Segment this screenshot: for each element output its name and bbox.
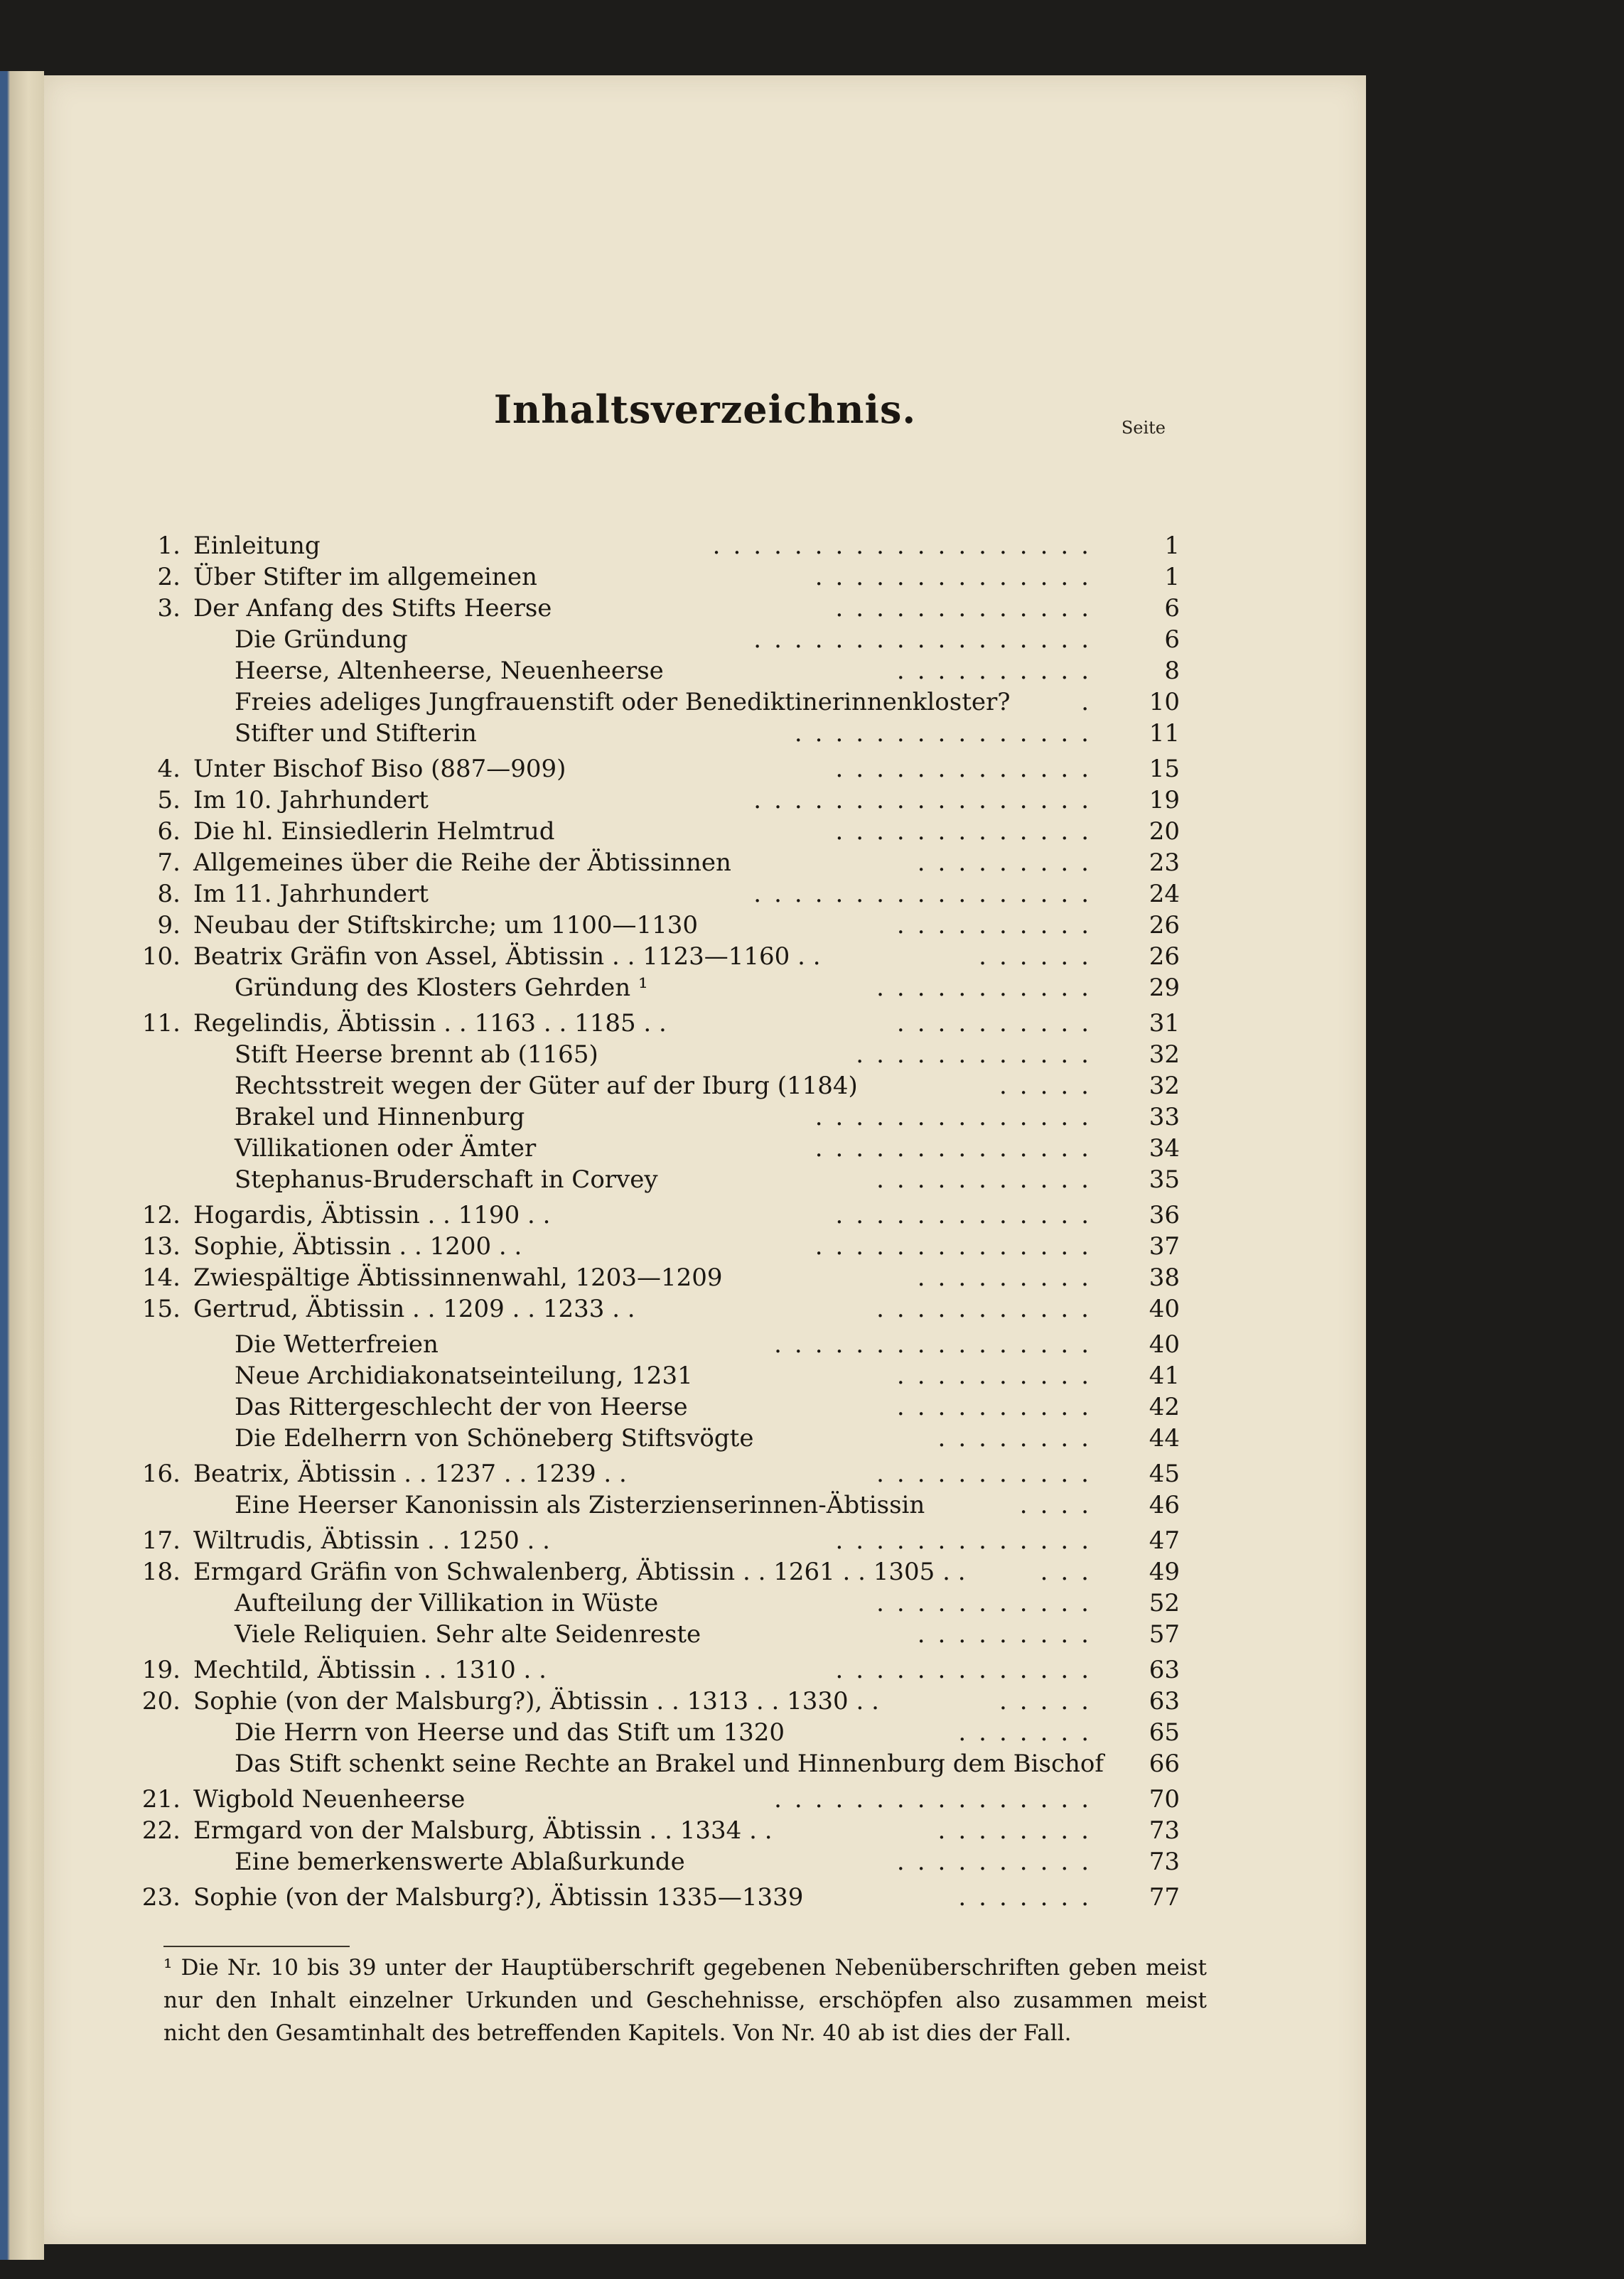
dot-leader: ..........: [896, 1009, 1102, 1038]
toc-entry-page: 11: [1149, 719, 1180, 748]
toc-entry: [44, 941, 1366, 972]
dot-leader: .......: [958, 1883, 1102, 1912]
toc-entry-number: 22.: [141, 1816, 181, 1845]
toc-entry-page: 1: [1164, 563, 1180, 591]
toc-entry: [44, 878, 1366, 910]
toc-entry: [44, 1231, 1366, 1262]
toc-entry: [44, 655, 1366, 686]
toc-entry-title: Der Anfang des Stifts Heerse: [193, 594, 552, 623]
toc-entry: [44, 753, 1366, 785]
toc-entry: [44, 1525, 1366, 1556]
toc-entry-number: 6.: [157, 817, 181, 846]
toc-entry-title: Regelindis, Äbtissin . . 1163 . . 1185 . .: [193, 1009, 667, 1038]
toc-entry: [44, 1391, 1366, 1423]
toc-entry: [44, 561, 1366, 593]
dot-leader: ..........: [896, 911, 1102, 939]
page-column-label: Seite: [1121, 418, 1166, 438]
toc-entry-number: 21.: [141, 1785, 181, 1814]
toc-entry: [44, 785, 1366, 816]
dot-leader: .....: [999, 1687, 1102, 1715]
dot-leader: ...........: [876, 1295, 1102, 1323]
toc-entry-title: Beatrix Gräfin von Assel, Äbtissin . . 1123—1160 . .: [193, 942, 821, 971]
toc-entry-title: Stephanus-Bruderschaft in Corvey: [235, 1165, 658, 1194]
toc-entry: [44, 1101, 1366, 1133]
toc-entry-page: 47: [1149, 1526, 1180, 1555]
toc-entry: [44, 1654, 1366, 1686]
dot-leader: .............: [835, 1656, 1102, 1684]
toc-entry-page: 19: [1149, 786, 1180, 814]
toc-entry-page: 65: [1149, 1718, 1180, 1747]
toc-entry-title: Beatrix, Äbtissin . . 1237 . . 1239 . .: [193, 1460, 627, 1488]
dot-leader: .................: [753, 625, 1102, 654]
toc-entry: [44, 1784, 1366, 1815]
toc-entry-title: Zwiespältige Äbtissinnenwahl, 1203—1209: [193, 1264, 723, 1292]
dot-leader: ..............: [814, 1232, 1102, 1261]
footnote: ¹ Die Nr. 10 bis 39 unter der Hauptüberschrift gegebenen Nebenüberschriften geben meist nur den Inhalt einzelner Urkunden und Geschehnisse, erschöpfen also zusammen meist nicht den Gesamtinhalt des betreffenden Kapitels. Von Nr. 40 ab ist dies der Fall.: [163, 1955, 1207, 2046]
toc-entry-page: 6: [1164, 594, 1180, 623]
dot-leader: ...................: [712, 532, 1102, 560]
toc-entry-number: 2.: [157, 563, 181, 591]
toc-entry-page: 63: [1149, 1687, 1180, 1715]
toc-entry: [44, 1815, 1366, 1846]
page-title: Inhaltsverzeichnis.: [493, 387, 917, 432]
dot-leader: .............: [835, 817, 1102, 846]
dot-leader: ...........: [876, 1165, 1102, 1194]
toc-entry-title: Im 10. Jahrhundert: [193, 786, 429, 814]
toc-entry: [44, 624, 1366, 655]
dot-leader: ...........: [876, 974, 1102, 1002]
toc-entry: [44, 1070, 1366, 1101]
toc-entry-title: Heerse, Altenheerse, Neuenheerse: [235, 657, 664, 685]
toc-entry-title: Aufteilung der Villikation in Wüste: [235, 1589, 659, 1617]
toc-entry-title: Einleitung: [193, 532, 321, 560]
toc-entry: [44, 686, 1366, 718]
toc-entry: [44, 1556, 1366, 1588]
dot-leader: .........: [917, 848, 1102, 877]
toc-entry-page: 41: [1149, 1362, 1180, 1390]
toc-entry-title: Mechtild, Äbtissin . . 1310 . .: [193, 1656, 547, 1684]
dot-leader: .................: [753, 880, 1102, 908]
toc-entry-page: 24: [1149, 880, 1180, 908]
toc-entry-page: 26: [1149, 942, 1180, 971]
toc-entry-page: 34: [1149, 1134, 1180, 1163]
toc-entry-number: 15.: [141, 1295, 181, 1323]
dot-leader: ...: [1040, 1558, 1102, 1586]
toc-entry-title: Die Gründung: [235, 625, 408, 654]
toc-entry-title: Brakel und Hinnenburg: [235, 1103, 525, 1131]
dot-leader: .........: [917, 1264, 1102, 1292]
dot-leader: ..............: [814, 1103, 1102, 1131]
toc-entry-title: Sophie, Äbtissin . . 1200 . .: [193, 1232, 522, 1261]
toc-entry-number: 13.: [141, 1232, 181, 1261]
toc-entry-title: Hogardis, Äbtissin . . 1190 . .: [193, 1201, 551, 1229]
toc-entry-page: 40: [1149, 1295, 1180, 1323]
dot-leader: .................: [753, 786, 1102, 814]
toc-entry-title: Gründung des Klosters Gehrden ¹: [235, 974, 648, 1002]
dot-leader: ......: [979, 942, 1102, 971]
toc-entry: [44, 1039, 1366, 1070]
dot-leader: ................: [774, 1330, 1102, 1359]
toc-entry-title: Wiltrudis, Äbtissin . . 1250 . .: [193, 1526, 550, 1555]
dot-leader: .............: [835, 594, 1102, 623]
toc-entry-number: 3.: [157, 594, 181, 623]
toc-entry: [44, 1133, 1366, 1164]
toc-entry: [44, 1619, 1366, 1650]
dot-leader: .....: [999, 1072, 1102, 1100]
toc-entry-number: 9.: [157, 911, 181, 939]
dot-leader: ..........: [896, 1362, 1102, 1390]
toc-entry-page: 66: [1149, 1750, 1180, 1778]
dot-leader: ................: [774, 1785, 1102, 1814]
toc-entry-title: Neue Archidiakonatseinteilung, 1231: [235, 1362, 693, 1390]
toc-entry-page: 49: [1149, 1558, 1180, 1586]
toc-entry-number: 8.: [157, 880, 181, 908]
toc-entry-title: Unter Bischof Biso (887—909): [193, 755, 566, 783]
toc-entry-page: 38: [1149, 1264, 1180, 1292]
toc-entry-title: Freies adeliges Jungfrauenstift oder Benediktinerinnenkloster?: [235, 688, 1011, 716]
dot-leader: ..........: [896, 1393, 1102, 1421]
toc-entry-title: Das Stift schenkt seine Rechte an Brakel und Hinnenburg dem Bischof: [235, 1750, 1104, 1778]
dot-leader: ..........: [896, 1848, 1102, 1876]
toc-entry: [44, 972, 1366, 1003]
dot-leader: .: [1081, 688, 1102, 716]
toc-entry-page: 37: [1149, 1232, 1180, 1261]
toc-entry: [44, 1262, 1366, 1293]
toc-entry: [44, 593, 1366, 624]
toc-entry-title: Villikationen oder Ämter: [235, 1134, 537, 1163]
left-page-edge: [0, 71, 44, 2260]
toc-entry-page: 63: [1149, 1656, 1180, 1684]
toc-entry-number: 18.: [141, 1558, 181, 1586]
toc-entry-number: 23.: [141, 1883, 181, 1912]
toc-entry: [44, 1846, 1366, 1877]
dot-leader: ...........: [876, 1460, 1102, 1488]
toc-entry-title: Wigbold Neuenheerse: [193, 1785, 466, 1814]
toc-entry-page: 10: [1149, 688, 1180, 716]
toc-entry-number: 7.: [157, 848, 181, 877]
toc-entry-title: Im 11. Jahrhundert: [193, 880, 429, 908]
dot-leader: ...............: [794, 719, 1102, 748]
toc-entry-number: 4.: [157, 755, 181, 783]
toc-entry-page: 77: [1149, 1883, 1180, 1912]
dot-leader: ............: [856, 1040, 1102, 1069]
toc-entry-page: 35: [1149, 1165, 1180, 1194]
toc-entry-page: 73: [1149, 1816, 1180, 1845]
toc-entry-title: Das Rittergeschlecht der von Heerse: [235, 1393, 688, 1421]
toc-entry-title: Eine Heerser Kanonissin als Zisterzienserinnen-Äbtissin: [235, 1491, 925, 1519]
toc-entry: [44, 1293, 1366, 1325]
toc-entry-number: 16.: [141, 1460, 181, 1488]
toc-entry-title: Die Herrn von Heerse und das Stift um 1320: [235, 1718, 785, 1747]
toc-entry-title: Neubau der Stiftskirche; um 1100—1130: [193, 911, 699, 939]
toc-entry-title: Stift Heerse brennt ab (1165): [235, 1040, 598, 1069]
toc-entry-title: Die Edelherrn von Schöneberg Stiftsvögte: [235, 1424, 754, 1453]
toc-entry-page: 70: [1149, 1785, 1180, 1814]
dot-leader: ........: [937, 1424, 1102, 1453]
toc-entry: [44, 1489, 1366, 1521]
footnote-divider: [163, 1946, 350, 1947]
toc-entry-title: Eine bemerkenswerte Ablaßurkunde: [235, 1848, 685, 1876]
toc-entry-title: Die hl. Einsiedlerin Helmtrud: [193, 817, 555, 846]
dot-leader: ..............: [814, 563, 1102, 591]
toc-entry-page: 31: [1149, 1009, 1180, 1038]
toc-entry: [44, 1588, 1366, 1619]
dot-leader: ....: [1019, 1491, 1102, 1519]
toc-entry: [44, 1458, 1366, 1489]
toc-entry: [44, 1882, 1366, 1913]
dot-leader: .............: [835, 1526, 1102, 1555]
toc-entry-page: 57: [1149, 1620, 1180, 1649]
toc-entry-number: 5.: [157, 786, 181, 814]
dot-leader: .............: [835, 1201, 1102, 1229]
toc-entry-title: Gertrud, Äbtissin . . 1209 . . 1233 . .: [193, 1295, 635, 1323]
toc-entry: [44, 910, 1366, 941]
dot-leader: ...........: [876, 1589, 1102, 1617]
toc-entry-title: Ermgard Gräfin von Schwalenberg, Äbtissin . . 1261 . . 1305 . .: [193, 1558, 966, 1586]
dot-leader: .........: [917, 1620, 1102, 1649]
toc-entry-page: 42: [1149, 1393, 1180, 1421]
toc-entry: [44, 1686, 1366, 1717]
toc-entry: [44, 1360, 1366, 1391]
toc-entry-page: 45: [1149, 1460, 1180, 1488]
toc-entry-page: 44: [1149, 1424, 1180, 1453]
toc-entry-title: Die Wetterfreien: [235, 1330, 439, 1359]
toc-entry-number: 1.: [157, 532, 181, 560]
toc-entry-page: 8: [1164, 657, 1180, 685]
toc-entry-page: 23: [1149, 848, 1180, 877]
dot-leader: .............: [835, 755, 1102, 783]
toc-entry-page: 40: [1149, 1330, 1180, 1359]
toc-entry-number: 20.: [141, 1687, 181, 1715]
toc-entry: [44, 816, 1366, 847]
book-page: [44, 75, 1366, 2244]
toc-entry-number: 19.: [141, 1656, 181, 1684]
toc-entry: [44, 1164, 1366, 1195]
toc-entry-page: 29: [1149, 974, 1180, 1002]
toc-entry: [44, 530, 1366, 561]
dot-leader: ..........: [896, 657, 1102, 685]
toc-entry: [44, 1200, 1366, 1231]
dot-leader: .......: [958, 1718, 1102, 1747]
toc-entry-page: 52: [1149, 1589, 1180, 1617]
toc-entry-title: Ermgard von der Malsburg, Äbtissin . . 1334 . .: [193, 1816, 773, 1845]
toc-entry-page: 26: [1149, 911, 1180, 939]
dot-leader: ........: [937, 1816, 1102, 1845]
toc-entry-number: 11.: [141, 1009, 181, 1038]
toc-entry-title: Allgemeines über die Reihe der Äbtissinnen: [193, 848, 731, 877]
toc-entry-page: 32: [1149, 1072, 1180, 1100]
toc-entry-page: 6: [1164, 625, 1180, 654]
toc-entry-title: Rechtsstreit wegen der Güter auf der Iburg (1184): [235, 1072, 858, 1100]
toc-entry: [44, 847, 1366, 878]
toc-entry-page: 46: [1149, 1491, 1180, 1519]
toc-entry: [44, 1748, 1366, 1779]
toc-entry-page: 15: [1149, 755, 1180, 783]
toc-entry-title: Über Stifter im allgemeinen: [193, 563, 537, 591]
toc-entry-page: 73: [1149, 1848, 1180, 1876]
toc-entry-page: 32: [1149, 1040, 1180, 1069]
toc-entry: [44, 1423, 1366, 1454]
toc-entry: [44, 1717, 1366, 1748]
toc-entry-page: 20: [1149, 817, 1180, 846]
toc-entry: [44, 718, 1366, 749]
toc-entry-title: Viele Reliquien. Sehr alte Seidenreste: [235, 1620, 701, 1649]
toc-entry-page: 36: [1149, 1201, 1180, 1229]
dot-leader: ..............: [814, 1134, 1102, 1163]
toc-entry-title: Sophie (von der Malsburg?), Äbtissin 1335—1339: [193, 1883, 804, 1912]
toc-entry-page: 1: [1164, 532, 1180, 560]
toc-entry: [44, 1008, 1366, 1039]
toc-entry-page: 33: [1149, 1103, 1180, 1131]
toc-entry-title: Sophie (von der Malsburg?), Äbtissin . . 1313 . . 1330 . .: [193, 1687, 879, 1715]
toc-entry-number: 12.: [141, 1201, 181, 1229]
toc-entry: [44, 1329, 1366, 1360]
toc-entry-number: 10.: [141, 942, 181, 971]
toc-entry-number: 17.: [141, 1526, 181, 1555]
toc-entry-title: Stifter und Stifterin: [235, 719, 477, 748]
toc-entry-number: 14.: [141, 1264, 181, 1292]
